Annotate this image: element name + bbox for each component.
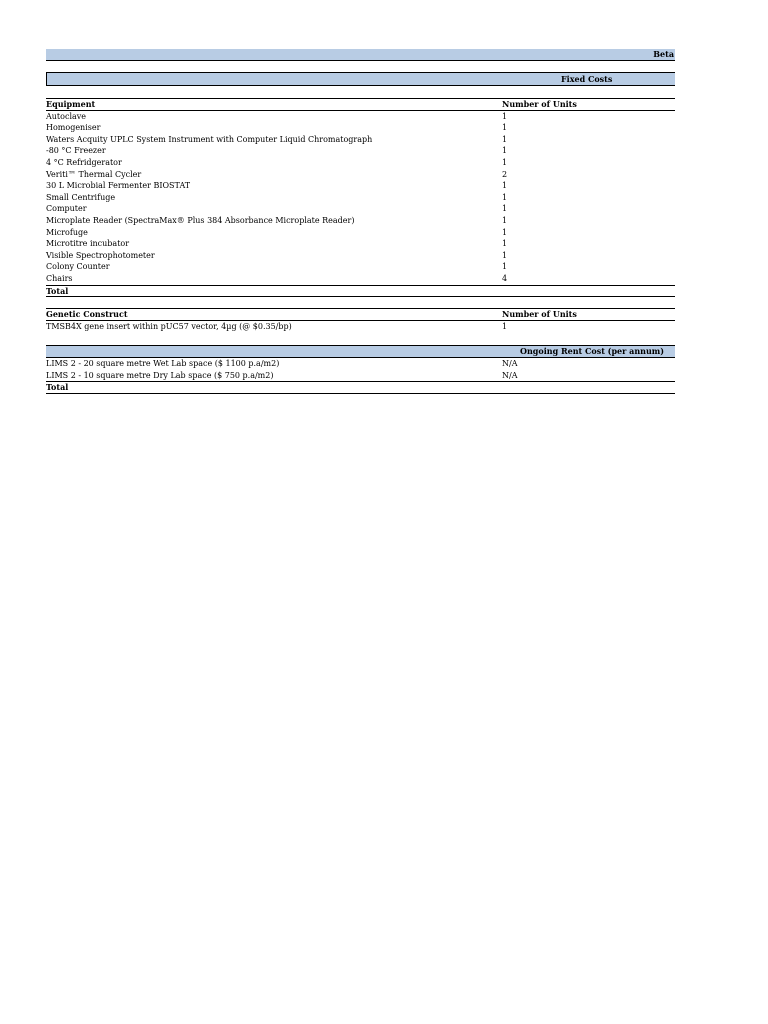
table-row — [46, 169, 675, 181]
equipment-name: Microtitre incubator — [46, 239, 130, 249]
equipment-units: 1 — [502, 146, 508, 156]
equipment-name: Veriti™ Thermal Cycler — [46, 169, 142, 179]
rent-item-name: LIMS 2 - 20 square metre Wet Lab space ($ 1100 p.a/m2) — [46, 359, 280, 369]
equipment-units: 1 — [502, 227, 508, 237]
equipment-units: 1 — [502, 181, 508, 191]
equipment-name: Visible Spectrophotometer — [46, 250, 155, 260]
equipment-name: Microplate Reader (SpectraMax® Plus 384 Absorbance Microplate Reader) — [46, 215, 355, 225]
genetic-construct-units: 1 — [502, 321, 508, 331]
table-row — [46, 370, 675, 382]
equipment-header-row — [46, 98, 675, 111]
table-row — [46, 145, 675, 157]
fixed-costs-band — [46, 72, 675, 86]
title-band-text: Beta — [653, 49, 674, 59]
equipment-units: 1 — [502, 111, 508, 121]
fixed-costs-label: Fixed Costs — [561, 74, 613, 84]
equipment-table-body — [46, 111, 675, 285]
equipment-units: 1 — [502, 239, 508, 249]
table-row — [46, 134, 675, 146]
rent-header-band — [46, 345, 675, 358]
equipment-total-row — [46, 285, 675, 298]
rent-total-row — [46, 381, 675, 394]
genetic-construct-name: TMSB4X gene insert within pUC57 vector, 4µg (@ $0.35/bp) — [46, 321, 292, 331]
rent-item-cost: N/A — [502, 370, 518, 380]
equipment-name: 30 L Microbial Fermenter BIOSTAT — [46, 181, 191, 191]
equipment-units: 2 — [502, 169, 508, 179]
rent-header: Ongoing Rent Cost (per annum) — [520, 346, 665, 357]
equipment-units: 1 — [502, 215, 508, 225]
equipment-name: Colony Counter — [46, 262, 110, 272]
table-row — [46, 227, 675, 239]
equipment-units: 1 — [502, 262, 508, 272]
table-row — [46, 203, 675, 215]
genetic-construct-header-row — [46, 308, 675, 321]
spreadsheet-page — [46, 49, 675, 394]
table-row — [46, 261, 675, 273]
table-row — [46, 192, 675, 204]
table-row — [46, 273, 675, 285]
table-row — [46, 238, 675, 250]
equipment-total-label: Total — [46, 285, 69, 296]
equipment-name: Autoclave — [46, 111, 87, 121]
table-row — [46, 250, 675, 262]
table-row — [46, 157, 675, 169]
table-row — [46, 180, 675, 192]
rent-item-cost: N/A — [502, 359, 518, 369]
equipment-name: Microfuge — [46, 227, 88, 237]
equipment-units: 1 — [502, 134, 508, 144]
equipment-name: 4 °C Refridgerator — [46, 157, 122, 167]
equipment-units: 1 — [502, 250, 508, 260]
equipment-name: Homogeniser — [46, 123, 101, 133]
equipment-units: 1 — [502, 123, 508, 133]
table-row — [46, 111, 675, 123]
equipment-name: Waters Acquity UPLC System Instrument with Computer Liquid Chromatograph — [46, 134, 373, 144]
genetic-construct-header: Genetic Construct — [46, 309, 128, 320]
equipment-units: 4 — [502, 273, 508, 283]
equipment-name: Computer — [46, 204, 87, 214]
equipment-name: Small Centrifuge — [46, 192, 116, 202]
units-header: Number of Units — [502, 99, 577, 109]
table-row — [46, 321, 675, 333]
genetic-construct-units-header: Number of Units — [502, 309, 577, 320]
rent-item-name: LIMS 2 - 10 square metre Dry Lab space ($ 750 p.a/m2) — [46, 370, 274, 380]
table-row — [46, 358, 675, 370]
equipment-name: Chairs — [46, 273, 73, 283]
equipment-name: -80 °C Freezer — [46, 146, 106, 156]
equipment-units: 1 — [502, 204, 508, 214]
equipment-units: 1 — [502, 157, 508, 167]
equipment-header: Equipment — [46, 99, 96, 109]
equipment-units: 1 — [502, 192, 508, 202]
table-row — [46, 215, 675, 227]
table-row — [46, 122, 675, 134]
rent-total-label: Total — [46, 382, 69, 393]
title-band — [46, 49, 675, 61]
